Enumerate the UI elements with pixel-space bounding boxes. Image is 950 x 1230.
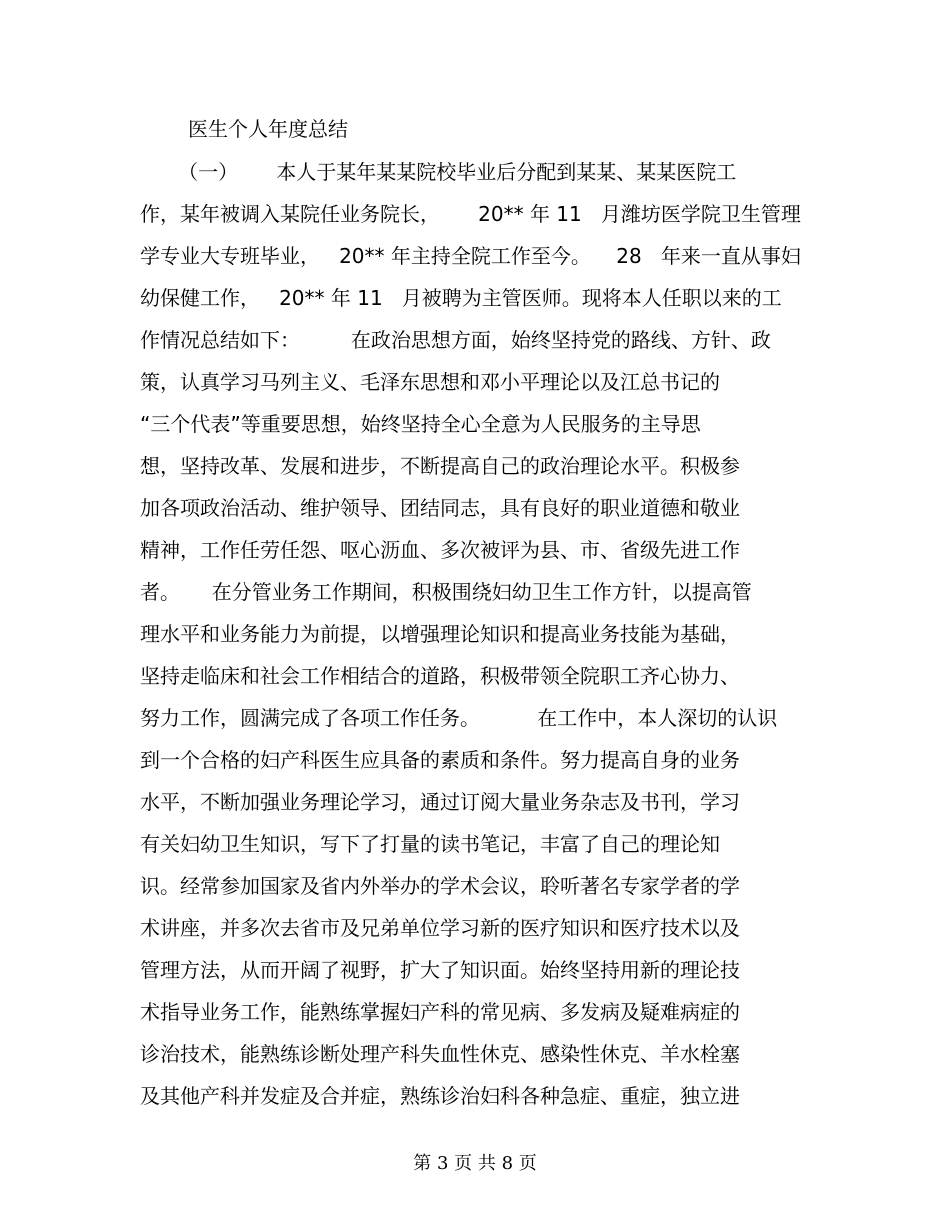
body-line: 有关妇幼卫生知识，写下了打量的读书笔记，丰富了自己的理论知 xyxy=(140,832,720,856)
body-line: 到一个合格的妇产科医生应具备的素质和条件。努力提高自身的业务 xyxy=(140,748,740,772)
body-line: 术讲座，并多次去省市及兄弟单位学习新的医疗知识和医疗技术以及 xyxy=(140,916,740,940)
body-line: 理水平和业务能力为前提，以增强理论知识和提高业务技能为基础， xyxy=(140,622,740,646)
body-line: 者。 在分管业务工作期间，积极围绕妇幼卫生工作方针，以提高管 xyxy=(140,580,752,604)
body-line: 作情况总结如下： 在政治思想方面，始终坚持党的路线、方针、政 xyxy=(140,328,771,352)
body-line: “三个代表”等重要思想，始终坚持全心全意为人民服务的主导思 xyxy=(140,412,701,436)
body-line: 诊治技术，能熟练诊断处理产科失血性休克、感染性休克、羊水栓塞 xyxy=(140,1042,740,1066)
body-line: 作，某年被调入某院任业务院长， 20** 年 11 月潍坊医学院卫生管理 xyxy=(140,202,801,226)
page-number: 第 3 页 共 8 页 xyxy=(413,1153,537,1174)
body-line: 管理方法，从而开阔了视野，扩大了知识面。始终坚持用新的理论技 xyxy=(140,958,740,982)
body-line: 水平，不断加强业务理论学习，通过订阅大量业务杂志及书刊，学习 xyxy=(140,790,740,814)
body-line: （一） 本人于某年某某院校毕业后分配到某某、某某医院工 xyxy=(140,160,737,184)
body-line: 策，认真学习马列主义、毛泽东思想和邓小平理论以及江总书记的 xyxy=(140,370,720,394)
body-line: 加各项政治活动、维护领导、团结同志，具有良好的职业道德和敬业 xyxy=(140,496,740,520)
body-line: 想，坚持改革、发展和进步，不断提高自己的政治理论水平。积极参 xyxy=(140,454,740,478)
body-line: 及其他产科并发症及合并症，熟练诊治妇科各种急症、重症，独立进 xyxy=(140,1084,740,1108)
document-title: 医生个人年度总结 xyxy=(188,117,348,141)
body-line: 幼保健工作， 20** 年 11 月被聘为主管医师。现将本人任职以来的工 xyxy=(140,286,782,310)
body-line: 识。经常参加国家及省内外举办的学术会议，聆听著名专家学者的学 xyxy=(140,874,740,898)
body-line: 学专业大专班毕业， 20** 年主持全院工作至今。 28 年来一直从事妇 xyxy=(140,244,801,268)
body-line: 坚持走临床和社会工作相结合的道路，积极带领全院职工齐心协力、 xyxy=(140,664,740,688)
body-line: 术指导业务工作，能熟练掌握妇产科的常见病、多发病及疑难病症的 xyxy=(140,1000,740,1024)
body-line: 努力工作，圆满完成了各项工作任务。 在工作中，本人深切的认识 xyxy=(140,706,778,730)
body-line: 精神，工作任劳任怨、呕心沥血、多次被评为县、市、省级先进工作 xyxy=(140,538,740,562)
